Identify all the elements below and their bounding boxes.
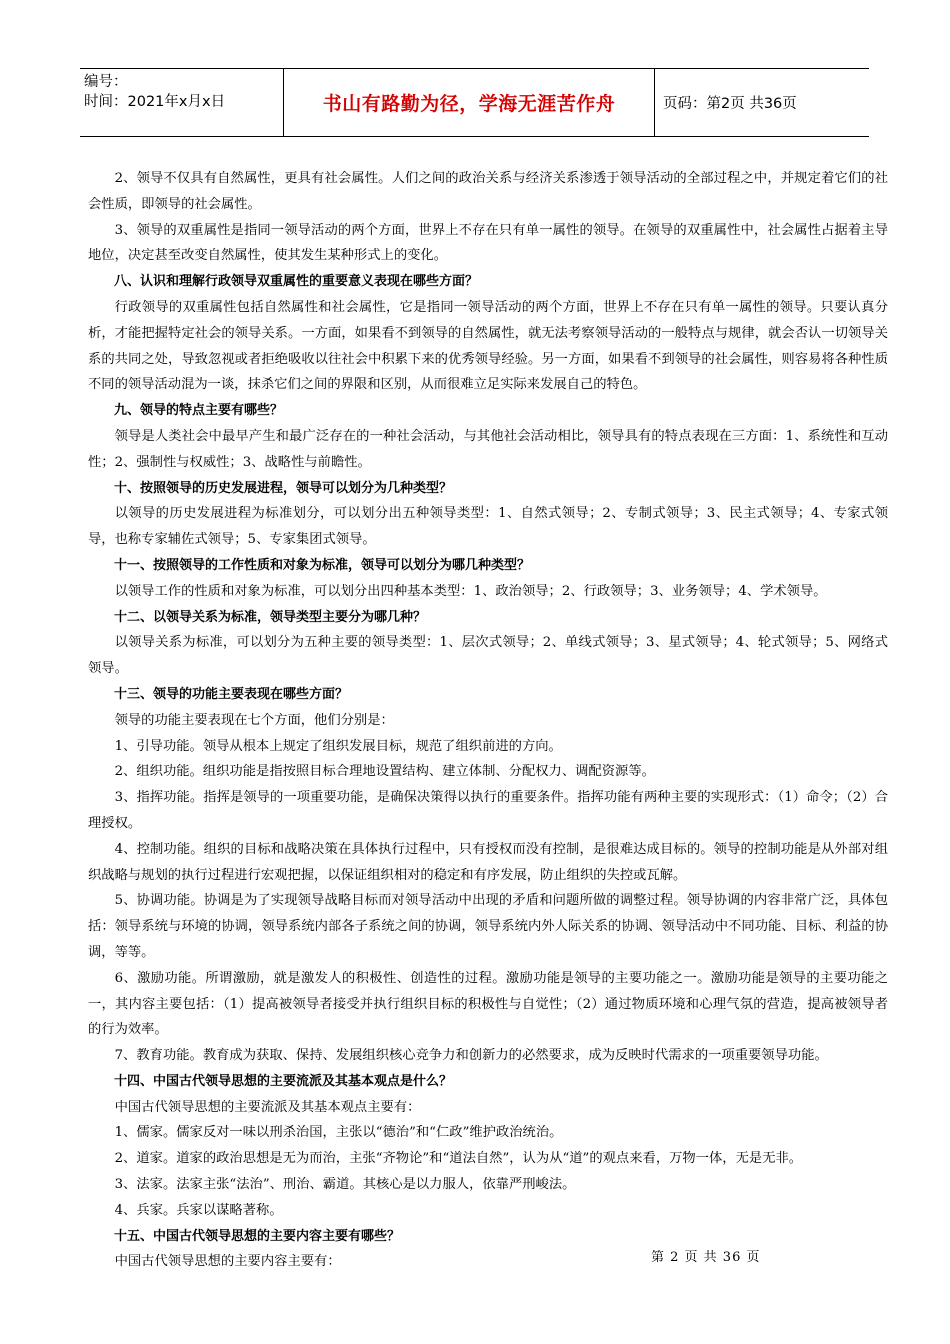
paragraph: 2、组织功能。组织功能是指按照目标合理地设置结构、建立体制、分配权力、调配资源等。 (114, 764, 655, 780)
section-heading: 十一、按照领导的工作性质和对象为标准，领导可以划分为哪几种类型？ (114, 557, 531, 573)
section-heading: 九、领导的特点主要有哪些？ (114, 403, 284, 419)
paragraph: 领导是人类社会中最早产生和最广泛存在的一种社会活动，与其他社会活动相比，领导具有的特点表现在三方面：1、系统性和互动性；2、强制性与权威性；3、战略性与前瞻性。 (88, 428, 888, 470)
paragraph: 3、法家。法家主张“法治”、刑治、霸道。其核心是以力服人，依靠严刑峻法。 (114, 1177, 576, 1193)
header-table (80, 68, 869, 137)
section-heading: 十二、以领导关系为标准，领导类型主要分为哪几种？ (114, 609, 427, 625)
motto: 书山有路勤为径，学海无涯苦作舟 (322, 93, 616, 115)
paragraph: 以领导关系为标准，可以划分为五种主要的领导类型：1、层次式领导；2、单线式领导；3、星式领导；4、轮式领导；5、网络式领导。 (88, 635, 888, 677)
document-body (88, 166, 888, 1275)
paragraph: 中国古代领导思想的主要内容主要有： (114, 1254, 341, 1270)
section-heading: 十四、中国古代领导思想的主要流派及其基本观点是什么？ (114, 1073, 453, 1089)
paragraph: 4、控制功能。组织的目标和战略决策在具体执行过程中，只有授权而没有控制，是很难达成目标的。领导的控制功能是从外部对组织战略与规划的执行过程进行宏观把握，以保证组织相对的稳定和有序发展，防止组织的失控或瓦解。 (88, 841, 888, 883)
section-heading: 十三、领导的功能主要表现在哪些方面？ (114, 686, 349, 702)
header-motto-cell (283, 69, 655, 136)
paragraph: 领导的功能主要表现在七个方面，他们分别是： (114, 712, 394, 728)
paragraph: 4、兵家。兵家以谋略著称。 (114, 1202, 283, 1218)
section-heading: 十、按照领导的历史发展进程，领导可以划分为几种类型？ (114, 480, 453, 496)
paragraph: 以领导的历史发展进程为标准划分，可以划分出五种领导类型：1、自然式领导；2、专制式领导；3、民主式领导；4、专家式领导，也称专家辅佐式领导；5、专家集团式领导。 (88, 506, 888, 548)
page-info: 页码：第2页 共36页 (663, 96, 797, 112)
time-label: 时间：2021年x月x日 (84, 94, 226, 110)
paragraph: 7、教育功能。教育成为获取、保持、发展组织核心竞争力和创新力的必然要求，成为反映时代需求的一项重要领导功能。 (114, 1048, 828, 1064)
paragraph: 2、领导不仅具有自然属性，更具有社会属性。人们之间的政治关系与经济关系渗透于领导活动的全部过程之中，并规定着它们的社会性质，即领导的社会属性。 (88, 171, 888, 212)
paragraph: 1、引导功能。领导从根本上规定了组织发展目标，规范了组织前进的方向。 (114, 738, 562, 754)
paragraph: 3、领导的双重属性是指同一领导活动的两个方面，世界上不存在只有单一属性的领导。在领导的双重属性中，社会属性占据着主导地位，决定甚至改变自然属性，使其发生某种形式上的变化。 (88, 222, 888, 264)
section-heading: 八、认识和理解行政领导双重属性的重要意义表现在哪些方面？ (114, 274, 479, 290)
paragraph: 2、道家。道家的政治思想是无为而治，主张“齐物论”和“道法自然”，认为从“道”的观点来看，万物一体，无是无非。 (114, 1151, 803, 1167)
number-label: 编号： (84, 74, 128, 90)
paragraph: 中国古代领导思想的主要流派及其基本观点主要有： (114, 1099, 421, 1115)
header-meta (80, 69, 283, 136)
paragraph: 3、指挥功能。指挥是领导的一项重要功能，是确保决策得以执行的重要条件。指挥功能有两种主要的实现形式：（1）命令；（2）合理授权。 (88, 790, 888, 831)
paragraph: 6、激励功能。所谓激励，就是激发人的积极性、创造性的过程。激励功能是领导的主要功能之一。激励功能是领导的主要功能之一，其内容主要包括：（1）提高被领导者接受并执行组织目标的积极性与自觉性；（2）通过物质环境和心理气氛的营造，提高被领导者的行为效率。 (88, 970, 888, 1038)
paragraph: 行政领导的双重属性包括自然属性和社会属性，它是指同一领导活动的两个方面，世界上不存在只有单一属性的领导。只要认真分析，才能把握特定社会的领导关系。一方面，如果看不到领导的自然属性，就无法考察领导活动的一般特点与规律，就会否认一切领导关系的共同之处，导致忽视或者拒绝吸收以往社会中积累下来的优秀领导经验。另一方面，如果看不到领导的社会属性，则容易将各种性质不同的领导活动混为一谈，抹杀它们之间的界限和区别，从而很难立足实际来发展自己的特色。 (88, 299, 888, 393)
page-footer: 第 2 页 共 36 页 (651, 1250, 761, 1265)
paragraph: 1、儒家。儒家反对一味以刑杀治国，主张以“德治”和“仁政”维护政治统治。 (114, 1125, 563, 1141)
header-page-cell (655, 69, 869, 136)
paragraph: 以领导工作的性质和对象为标准，可以划分出四种基本类型：1、政治领导；2、行政领导；3、业务领导；4、学术领导。 (114, 583, 827, 599)
section-heading: 十五、中国古代领导思想的主要内容主要有哪些？ (114, 1228, 401, 1244)
paragraph: 5、协调功能。协调是为了实现领导战略目标而对领导活动中出现的矛盾和问题所做的调整过程。领导协调的内容非常广泛，具体包括：领导系统与环境的协调，领导系统内部各子系统之间的协调，领导系统内外人际关系的协调、领导活动中不同功能、目标、利益的协调，等等。 (88, 893, 888, 960)
